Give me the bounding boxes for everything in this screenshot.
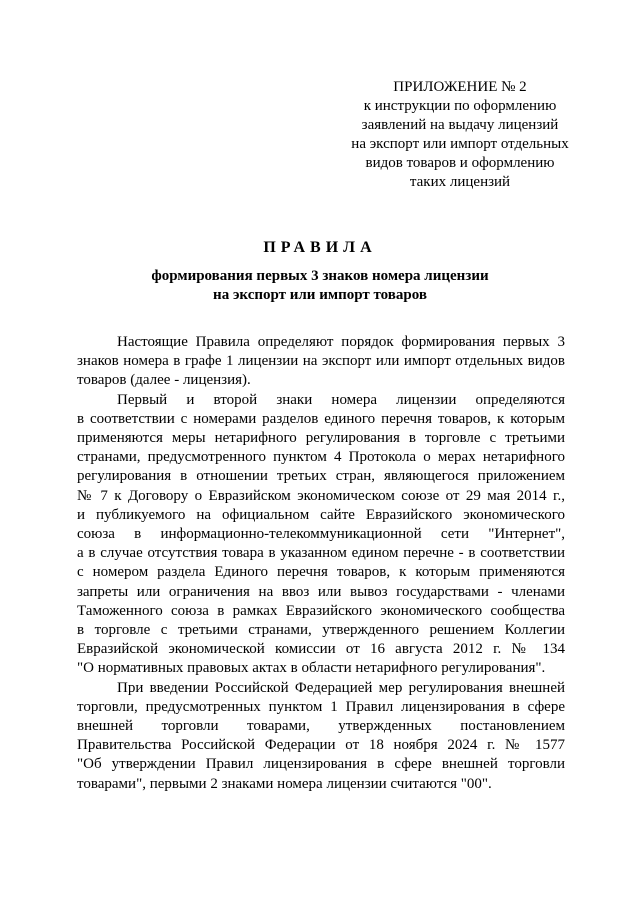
text-line: в соответствии с номерами разделов единого перечня товаров, к которым xyxy=(77,410,565,427)
text-line: а в случае отсутствия товара в указанном едином перечне - в соответствии xyxy=(77,545,565,562)
appendix-line: заявлений на выдачу лицензий xyxy=(361,117,559,133)
document-body xyxy=(77,333,565,794)
text-line: "О нормативных правовых актах в области нетарифного регулирования". xyxy=(77,660,546,677)
subtitle-line: на экспорт или импорт товаров xyxy=(213,287,427,303)
text-line: регулирования в отношении третьих стран, являющегося приложением xyxy=(77,468,565,485)
text-line: Таможенного союза в рамках Евразийского экономического сообщества xyxy=(77,602,565,619)
paragraph-1 xyxy=(77,333,565,391)
text-line: знаков номера в графе 1 лицензии на экспорт или импорт отдельных видов xyxy=(77,353,565,370)
appendix-line: на экспорт или импорт отдельных xyxy=(351,136,569,152)
appendix-line: ПРИЛОЖЕНИЕ № 2 xyxy=(393,79,527,95)
paragraph-2 xyxy=(77,391,565,679)
appendix-header xyxy=(330,78,590,192)
text-line: применяются меры нетарифного регулирования в торговле с третьими xyxy=(77,430,565,447)
subtitle-line: формирования первых 3 знаков номера лицензии xyxy=(151,268,489,284)
text-line: странами, предусмотренного пунктом 4 Протокола о мерах нетарифного xyxy=(77,449,565,466)
text-line: Настоящие Правила определяют порядок формирования первых 3 xyxy=(117,334,565,350)
text-line: союза в информационно-телекоммуникационной сети "Интернет", xyxy=(77,526,565,543)
text-line: и публикуемого на официальном сайте Евразийского экономического xyxy=(77,506,565,523)
appendix-line: таких лицензий xyxy=(409,174,511,190)
text-line: Евразийской экономической комиссии от 16 августа 2012 г. № 134 xyxy=(77,641,565,658)
title-main: ПРАВИЛА xyxy=(263,239,377,256)
text-line: товарами", первыми 2 знаками номера лицензии считаются "00". xyxy=(77,775,492,792)
text-line: товаров (далее - лицензия). xyxy=(77,372,251,389)
text-line: Правительства Российской Федерации от 18 ноября 2024 г. № 1577 xyxy=(77,737,565,754)
text-line: торговли, предусмотренных пунктом 1 Правил лицензирования в сфере xyxy=(77,698,565,715)
text-line: в торговле с третьими странами, утвержденного решением Коллегии xyxy=(77,622,565,639)
text-line: При введении Российской Федерацией мер регулирования внешней xyxy=(117,679,565,696)
document-title xyxy=(60,238,580,305)
title-subtitle xyxy=(60,267,580,305)
text-line: "Об утверждении Правил лицензирования в сфере внешней торговли xyxy=(77,756,565,773)
appendix-line: видов товаров и оформлению xyxy=(365,155,555,171)
text-line: Первый и второй знаки номера лицензии определяются xyxy=(117,391,565,408)
text-line: № 7 к Договору о Евразийском экономическом союзе от 29 мая 2014 г., xyxy=(77,487,565,504)
paragraph-3 xyxy=(77,679,565,794)
appendix-line: к инструкции по оформлению xyxy=(363,98,557,114)
text-line: запреты или ограничения на ввоз или вывоз государствами - членами xyxy=(77,583,565,600)
text-line: с номером раздела Единого перечня товаров, к которым применяются xyxy=(77,564,565,581)
text-line: внешней торговли товарами, утвержденных постановлением xyxy=(77,718,565,735)
